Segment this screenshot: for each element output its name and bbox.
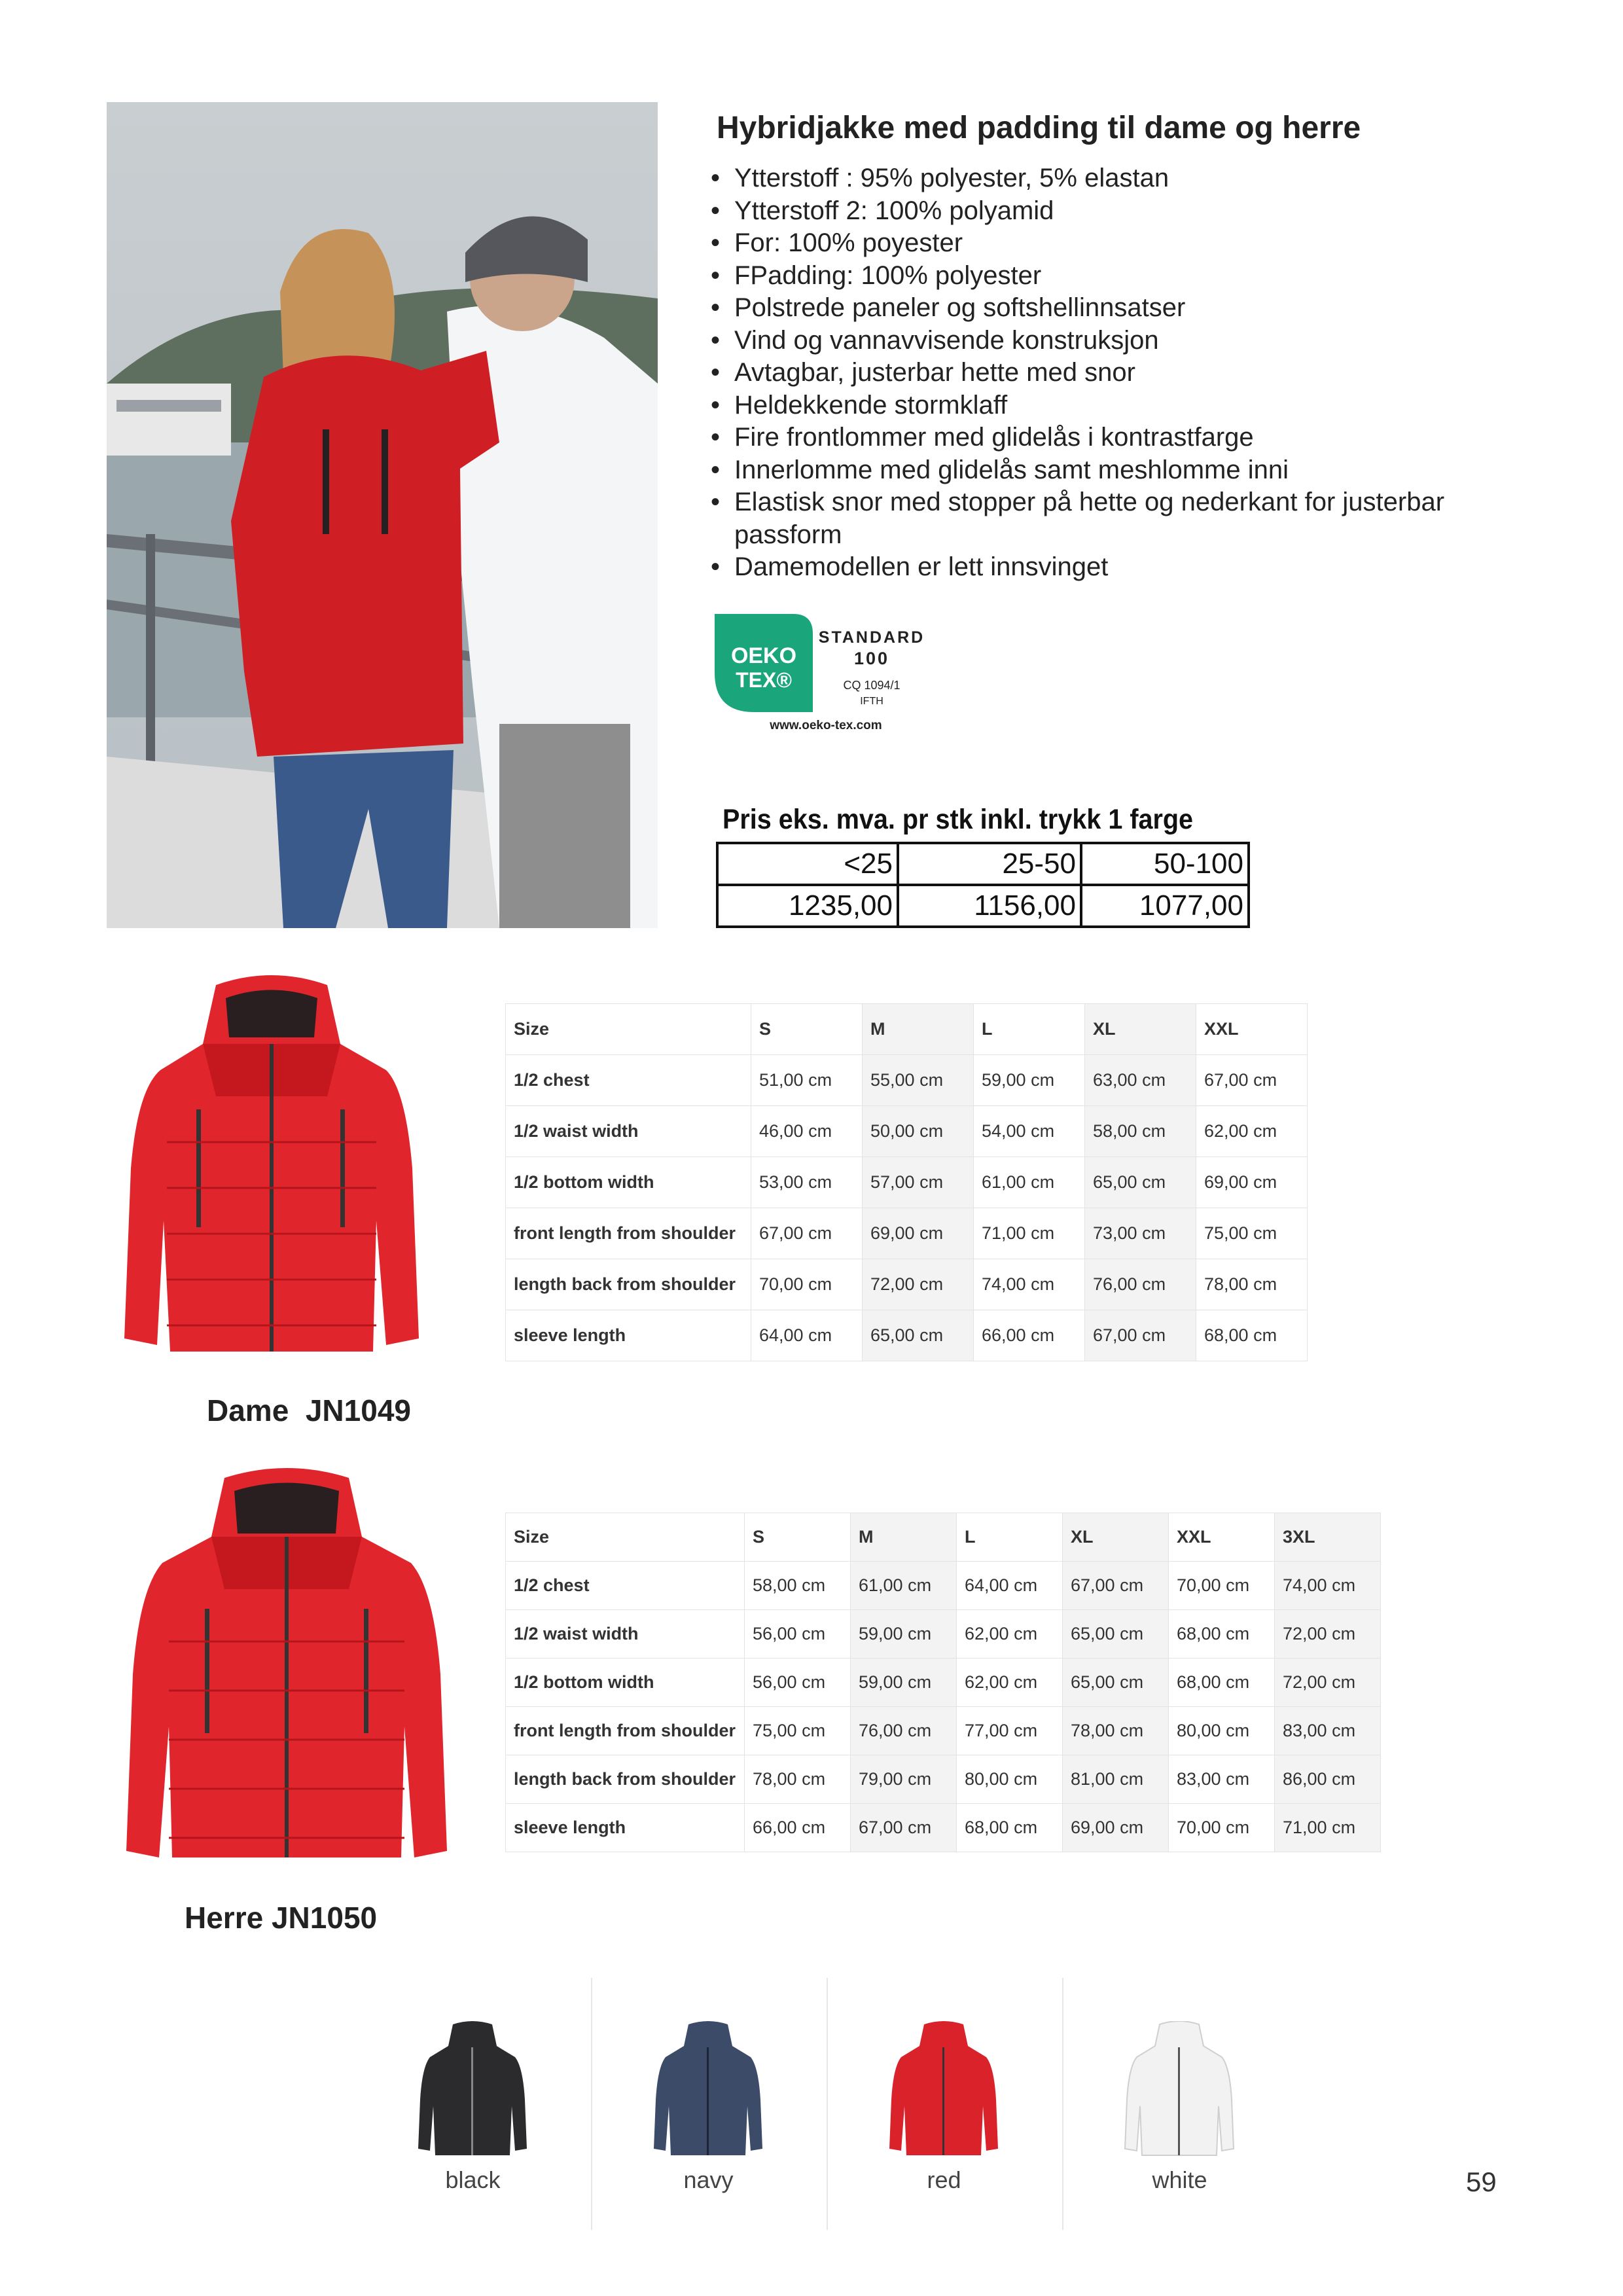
size-header: M: [851, 1513, 957, 1562]
jacket-thumbnail-icon: [888, 2021, 999, 2159]
measure-value: 72,00 cm: [1275, 1610, 1381, 1659]
size-header: S: [751, 1004, 863, 1055]
feature-list: [708, 162, 1546, 584]
measure-value: 59,00 cm: [851, 1610, 957, 1659]
table-row: [506, 1310, 1308, 1361]
measure-label: front length from shoulder: [506, 1707, 745, 1755]
measure-value: 53,00 cm: [751, 1157, 863, 1208]
measure-value: 76,00 cm: [1085, 1259, 1196, 1310]
size-header: L: [957, 1513, 1063, 1562]
measure-value: 65,00 cm: [1063, 1659, 1169, 1707]
measure-value: 81,00 cm: [1063, 1755, 1169, 1804]
measure-value: 64,00 cm: [957, 1562, 1063, 1610]
measure-value: 80,00 cm: [957, 1755, 1063, 1804]
herre-model-label: Herre JN1050: [185, 1901, 378, 1935]
measure-value: 69,00 cm: [863, 1208, 974, 1259]
oeko-tex-logo: [715, 614, 963, 738]
color-name: black: [445, 2166, 501, 2193]
table-row: [506, 1208, 1308, 1259]
hero-photo: [107, 102, 658, 928]
measure-value: 78,00 cm: [1196, 1259, 1308, 1310]
measure-value: 75,00 cm: [745, 1707, 851, 1755]
measure-value: 63,00 cm: [1085, 1055, 1196, 1106]
measure-value: 71,00 cm: [974, 1208, 1085, 1259]
measure-value: 78,00 cm: [745, 1755, 851, 1804]
measure-value: 62,00 cm: [957, 1610, 1063, 1659]
feature-item: • Ytterstoff 2: 100% polyamid: [708, 195, 1546, 228]
measure-value: 58,00 cm: [1085, 1106, 1196, 1157]
feature-item: • FPadding: 100% polyester: [708, 260, 1546, 293]
measure-value: 79,00 cm: [851, 1755, 957, 1804]
price-header: <25: [717, 843, 898, 885]
measure-value: 86,00 cm: [1275, 1755, 1381, 1804]
measure-value: 65,00 cm: [863, 1310, 974, 1361]
oeko-url: www.oeko-tex.com: [770, 719, 882, 732]
size-header: S: [745, 1513, 851, 1562]
measure-value: 70,00 cm: [1169, 1562, 1275, 1610]
table-row: [506, 1106, 1308, 1157]
dame-size-table: [505, 1003, 1308, 1361]
measure-value: 59,00 cm: [851, 1659, 957, 1707]
size-header: XL: [1085, 1004, 1196, 1055]
measure-value: 65,00 cm: [1085, 1157, 1196, 1208]
measure-value: 77,00 cm: [957, 1707, 1063, 1755]
size-header: Size: [506, 1513, 745, 1562]
measure-value: 83,00 cm: [1169, 1755, 1275, 1804]
measure-value: 68,00 cm: [957, 1804, 1063, 1852]
herre-size-table: [505, 1513, 1381, 1852]
measure-value: 76,00 cm: [851, 1707, 957, 1755]
color-swatch-white[interactable]: [1063, 1975, 1296, 2231]
table-row: [506, 1157, 1308, 1208]
feature-item: • Innerlomme med glidelås samt meshlomme inni: [708, 454, 1546, 487]
measure-label: length back from shoulder: [506, 1755, 745, 1804]
measure-value: 61,00 cm: [974, 1157, 1085, 1208]
measure-value: 56,00 cm: [745, 1610, 851, 1659]
measure-value: 72,00 cm: [1275, 1659, 1381, 1707]
measure-value: 61,00 cm: [851, 1562, 957, 1610]
measure-value: 80,00 cm: [1169, 1707, 1275, 1755]
price-value: 1156,00: [898, 885, 1081, 927]
measure-value: 73,00 cm: [1085, 1208, 1196, 1259]
color-name: navy: [683, 2166, 734, 2193]
measure-label: length back from shoulder: [506, 1259, 751, 1310]
measure-value: 69,00 cm: [1063, 1804, 1169, 1852]
oeko-code: CQ 1094/1: [843, 679, 901, 692]
measure-value: 67,00 cm: [751, 1208, 863, 1259]
measure-label: 1/2 bottom width: [506, 1659, 745, 1707]
price-value: 1235,00: [717, 885, 898, 927]
dame-jacket-image: [118, 972, 425, 1365]
size-header: L: [974, 1004, 1085, 1055]
measure-value: 46,00 cm: [751, 1106, 863, 1157]
measure-value: 66,00 cm: [974, 1310, 1085, 1361]
measure-value: 62,00 cm: [1196, 1106, 1308, 1157]
feature-item: • Elastisk snor med stopper på hette og nederkant for justerbar passform: [708, 486, 1546, 551]
measure-label: front length from shoulder: [506, 1208, 751, 1259]
feature-item: • Ytterstoff : 95% polyester, 5% elastan: [708, 162, 1546, 195]
table-row: [506, 1707, 1381, 1755]
size-header: Size: [506, 1004, 751, 1055]
price-table: [716, 842, 1250, 928]
measure-value: 78,00 cm: [1063, 1707, 1169, 1755]
measure-value: 69,00 cm: [1196, 1157, 1308, 1208]
size-header: 3XL: [1275, 1513, 1381, 1562]
measure-value: 71,00 cm: [1275, 1804, 1381, 1852]
measure-label: 1/2 waist width: [506, 1610, 745, 1659]
measure-value: 64,00 cm: [751, 1310, 863, 1361]
jacket-thumbnail-icon: [1124, 2021, 1235, 2159]
measure-value: 56,00 cm: [745, 1659, 851, 1707]
measure-value: 68,00 cm: [1169, 1610, 1275, 1659]
measure-value: 65,00 cm: [1063, 1610, 1169, 1659]
color-name: red: [927, 2166, 961, 2193]
size-header: XXL: [1169, 1513, 1275, 1562]
measure-label: sleeve length: [506, 1310, 751, 1361]
color-swatch-navy[interactable]: [592, 1975, 825, 2231]
measure-value: 67,00 cm: [851, 1804, 957, 1852]
size-header: M: [863, 1004, 974, 1055]
measure-label: sleeve length: [506, 1804, 745, 1852]
feature-item: • Polstrede paneler og softshellinnsatser: [708, 292, 1546, 325]
measure-value: 50,00 cm: [863, 1106, 974, 1157]
measure-label: 1/2 chest: [506, 1562, 745, 1610]
measure-value: 67,00 cm: [1085, 1310, 1196, 1361]
price-value: 1077,00: [1081, 885, 1249, 927]
measure-value: 67,00 cm: [1063, 1562, 1169, 1610]
color-swatch-red[interactable]: [828, 1975, 1060, 2231]
feature-item: • For: 100% poyester: [708, 227, 1546, 260]
measure-value: 74,00 cm: [1275, 1562, 1381, 1610]
color-name: white: [1152, 2166, 1207, 2193]
measure-value: 70,00 cm: [1169, 1804, 1275, 1852]
oeko-line2: TEX®: [736, 668, 792, 692]
oeko-line1: OEKO: [730, 643, 797, 668]
measure-value: 54,00 cm: [974, 1106, 1085, 1157]
jacket-thumbnail-icon: [652, 2021, 764, 2159]
color-swatch-black[interactable]: [357, 1975, 589, 2231]
feature-item: • Vind og vannavvisende konstruksjon: [708, 325, 1546, 357]
feature-item: • Damemodellen er lett innsvinget: [708, 551, 1546, 584]
dame-model-label: Dame JN1049: [207, 1393, 411, 1427]
oeko-standard: STANDARD: [818, 628, 925, 647]
table-row: [506, 1659, 1381, 1707]
size-header: XL: [1063, 1513, 1169, 1562]
measure-value: 74,00 cm: [974, 1259, 1085, 1310]
measure-value: 67,00 cm: [1196, 1055, 1308, 1106]
size-header: XXL: [1196, 1004, 1308, 1055]
page-number: 59: [1466, 2166, 1497, 2197]
table-row: [506, 1755, 1381, 1804]
table-row: [506, 1804, 1381, 1852]
measure-value: 62,00 cm: [957, 1659, 1063, 1707]
feature-item: • Avtagbar, justerbar hette med snor: [708, 357, 1546, 389]
measure-value: 57,00 cm: [863, 1157, 974, 1208]
measure-value: 51,00 cm: [751, 1055, 863, 1106]
oeko-org: IFTH: [860, 696, 883, 707]
measure-value: 68,00 cm: [1169, 1659, 1275, 1707]
measure-value: 70,00 cm: [751, 1259, 863, 1310]
measure-value: 58,00 cm: [745, 1562, 851, 1610]
table-row: [506, 1055, 1308, 1106]
table-row: [506, 1562, 1381, 1610]
price-caption: Pris eks. mva. pr stk inkl. trykk 1 farge: [722, 804, 1194, 835]
table-row: [506, 1259, 1308, 1310]
product-title: Hybridjakke med padding til dame og herre: [717, 111, 1361, 145]
feature-item: • Fire frontlommer med glidelås i kontrastfarge: [708, 422, 1546, 454]
measure-value: 59,00 cm: [974, 1055, 1085, 1106]
measure-value: 72,00 cm: [863, 1259, 974, 1310]
measure-value: 75,00 cm: [1196, 1208, 1308, 1259]
table-row: [506, 1610, 1381, 1659]
herre-jacket-image: [116, 1465, 457, 1871]
measure-label: 1/2 waist width: [506, 1106, 751, 1157]
measure-label: 1/2 bottom width: [506, 1157, 751, 1208]
measure-value: 83,00 cm: [1275, 1707, 1381, 1755]
price-header: 25-50: [898, 843, 1081, 885]
oeko-number: 100: [853, 649, 890, 668]
measure-value: 55,00 cm: [863, 1055, 974, 1106]
jacket-thumbnail-icon: [417, 2021, 528, 2159]
measure-value: 66,00 cm: [745, 1804, 851, 1852]
measure-value: 68,00 cm: [1196, 1310, 1308, 1361]
measure-label: 1/2 chest: [506, 1055, 751, 1106]
feature-item: • Heldekkende stormklaff: [708, 389, 1546, 422]
price-header: 50-100: [1081, 843, 1249, 885]
